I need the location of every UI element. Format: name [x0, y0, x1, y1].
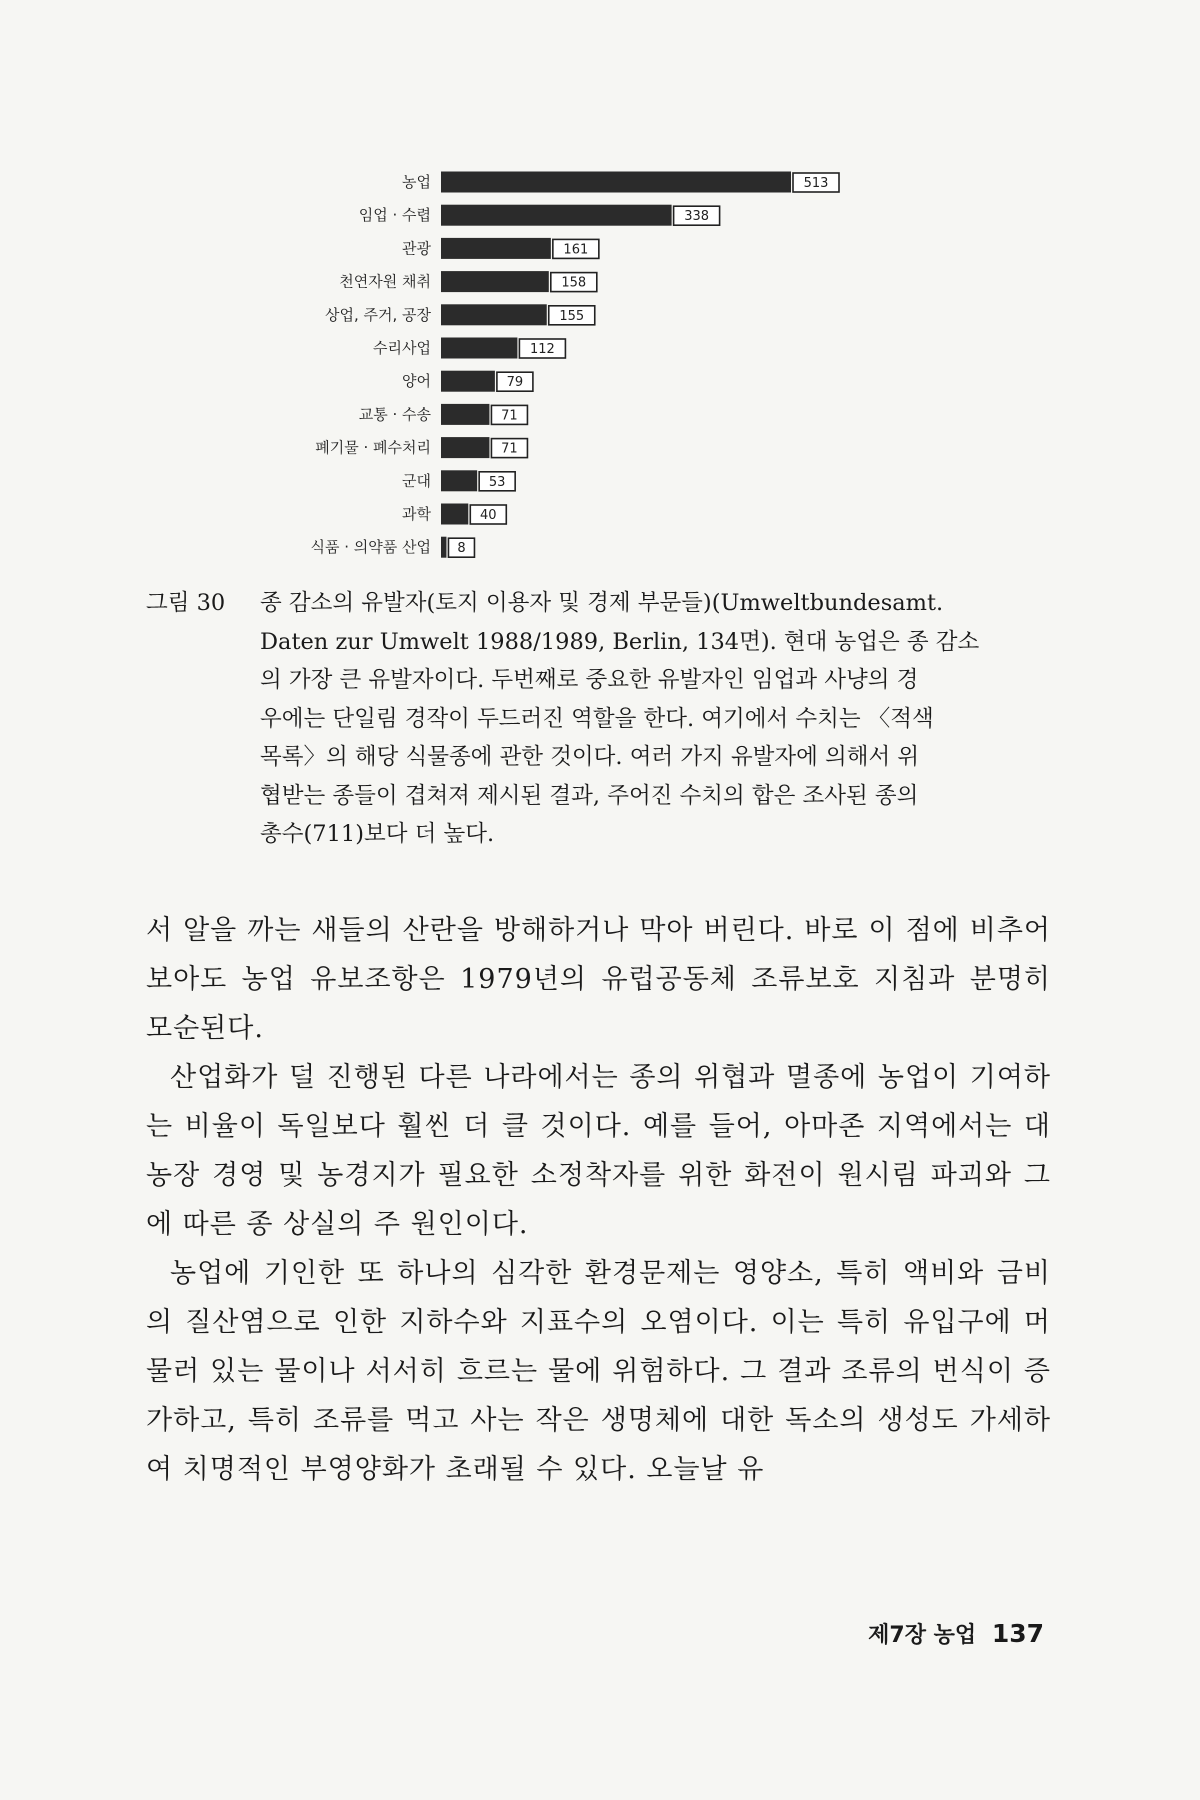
caption-line: 종 감소의 유발자(토지 이용자 및 경제 부문들)(Umweltbundesamt.	[260, 590, 944, 616]
paragraph: 농업에 기인한 또 하나의 심각한 환경문제는 영양소, 특히 액비와 금비의 질산염으로 인한 지하수와 지표수의 오염이다. 이는 특히 유입구에 머물러 있는 물이나 서서히 흐르는 물에 위험하다. 그 결과 조류의 번식이 증가하고, 특히 조류를 먹고 사는 작은 생명체에 대한 독소의 생성도 가세하여 치명적인 부영양화가 초래될 수 있다. 오늘날 유	[146, 1258, 1051, 1485]
caption-text	[260, 584, 1050, 854]
bar	[441, 205, 672, 226]
bar	[441, 404, 489, 425]
bar	[441, 338, 517, 359]
value-label: 112	[529, 342, 555, 357]
category-label: 농업	[402, 173, 431, 191]
page-number: 137	[991, 1619, 1044, 1648]
page-footer	[868, 1618, 1044, 1649]
figure-label: 그림 30	[146, 590, 226, 616]
category-label: 군대	[402, 471, 431, 490]
value-label: 161	[563, 242, 589, 258]
value-label: 53	[488, 474, 506, 490]
value-label: 71	[501, 441, 518, 457]
value-label: 79	[506, 375, 524, 391]
value-label: 513	[803, 176, 829, 191]
bar	[441, 504, 468, 525]
paragraph: 산업화가 덜 진행된 다른 나라에서는 종의 위협과 멸종에 농업이 기여하는 비율이 독일보다 훨씬 더 클 것이다. 예를 들어, 아마존 지역에서는 대농장 경영 및 농경지가 필요한 소정착자를 위한 화전이 원시림 파괴와 그에 따른 종 상실의 주 원인이다.	[146, 1062, 1051, 1240]
chapter-title: 제7장 농업	[868, 1623, 977, 1648]
category-label: 폐기물 · 폐수처리	[315, 438, 431, 457]
bar	[441, 304, 547, 325]
value-label: 40	[480, 508, 497, 523]
category-label: 과학	[402, 505, 431, 523]
caption-line: Daten zur Umwelt 1988/1989, Berlin, 134면). 현대 농업은 종 감소	[260, 628, 980, 655]
bar	[441, 172, 791, 193]
bar	[441, 371, 495, 392]
paragraph: 서 알을 까는 새들의 산란을 방해하거나 막아 버린다. 바로 이 점에 비추어 보아도 농업 유보조항은 1979년의 유럽공동체 조류보호 지침과 분명히 모순된다.	[146, 915, 1051, 1044]
caption-line: 총수(711)보다 더 높다.	[260, 821, 495, 847]
bar	[441, 271, 549, 292]
category-label: 천연자원 채취	[339, 272, 431, 291]
value-label: 8	[457, 541, 466, 557]
category-label: 양어	[402, 372, 431, 391]
species-loss-bar-chart	[0, 0, 1200, 560]
category-label: 상업, 주거, 공장	[324, 305, 431, 324]
category-label: 관광	[402, 239, 431, 258]
category-label: 식품 · 의약품 산업	[310, 538, 431, 557]
bar	[441, 437, 489, 458]
value-label: 71	[501, 408, 518, 424]
caption-line: 우에는 단일림 경작이 두드러진 역할을 한다. 여기에서 수치는 〈적색	[260, 705, 934, 732]
category-label: 임업 · 수렵	[358, 206, 431, 225]
body-text	[146, 906, 1051, 1494]
bar	[441, 470, 477, 491]
caption-line: 의 가장 큰 유발자이다. 두번째로 중요한 유발자인 임업과 사냥의 경	[260, 667, 919, 693]
value-label: 155	[559, 308, 585, 324]
value-label: 338	[684, 209, 710, 225]
value-label: 158	[561, 275, 587, 291]
bar	[441, 238, 551, 259]
caption-line: 목록〉의 해당 식물종에 관한 것이다. 여러 가지 유발자에 의해서 위	[260, 744, 920, 770]
caption-line: 협받는 종들이 겹쳐져 제시된 결과, 주어진 수치의 합은 조사된 종의	[260, 782, 919, 809]
bar	[441, 537, 446, 558]
category-label: 교통 · 수송	[358, 405, 431, 424]
category-label: 수리사업	[373, 339, 431, 357]
